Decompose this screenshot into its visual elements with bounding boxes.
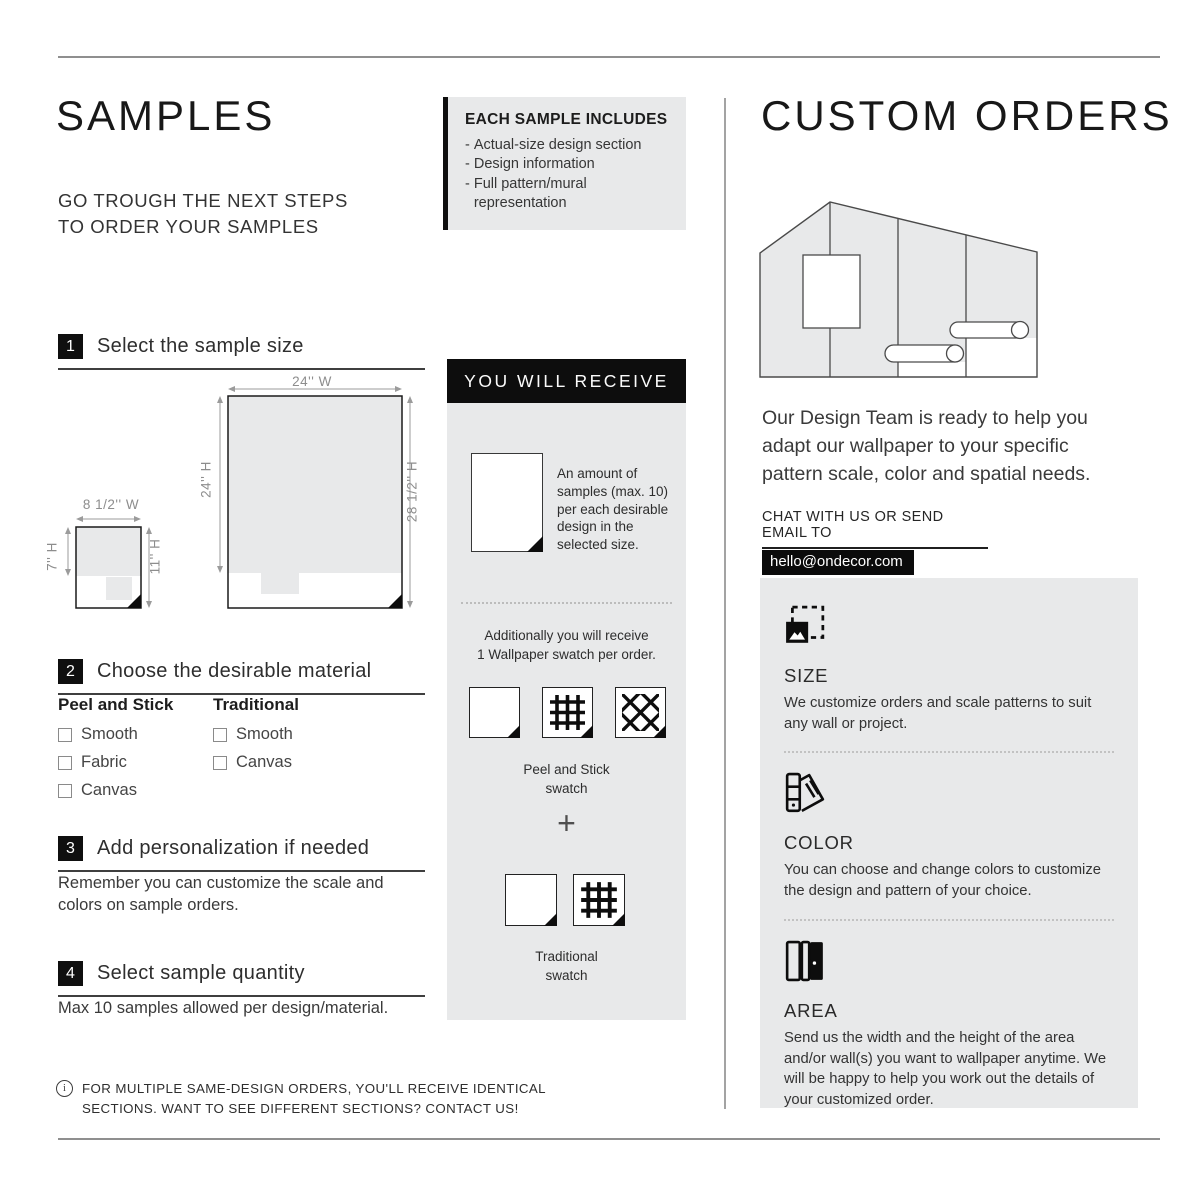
material-option-smooth-trad[interactable]: Smooth bbox=[213, 725, 299, 744]
size-crop-image-icon bbox=[784, 605, 826, 647]
large-width-label: 24'' W bbox=[292, 374, 332, 389]
samples-intro bbox=[58, 188, 348, 239]
crosshatch-swatch-icon bbox=[615, 687, 666, 738]
contact-block bbox=[762, 509, 988, 575]
samples-amount-text: An amount of samples (max. 10) per each desirable design in the selected size. bbox=[557, 466, 669, 553]
footnote-text: FOR MULTIPLE SAME-DESIGN ORDERS, YOU'LL RECEIVE IDENTICAL SECTIONS. WANT TO SEE DIFFERENT SECTIONS? CONTACT US! bbox=[82, 1081, 546, 1116]
small-width-label: 8 1/2'' W bbox=[82, 497, 140, 512]
feature-area-name: AREA bbox=[784, 999, 838, 1021]
column-divider bbox=[724, 98, 726, 1109]
plain-swatch-icon bbox=[505, 874, 557, 926]
custom-intro-text: Our Design Team is ready to help you adapt our wallpaper to your specific pattern scale, color and spatial needs. bbox=[762, 407, 1091, 485]
step-2-number: 2 bbox=[58, 659, 83, 684]
plus-icon: + bbox=[557, 805, 576, 841]
material-col1-heading: Peel and Stick bbox=[58, 695, 174, 714]
sample-sheet-icon bbox=[471, 453, 543, 552]
includes-title: EACH SAMPLE INCLUDES bbox=[465, 111, 668, 128]
feature-color bbox=[784, 772, 1114, 901]
large-height-right-label: 28 1/2'' H bbox=[404, 460, 420, 523]
page-fold-icon bbox=[527, 536, 543, 552]
traditional-swatch-label: Traditional swatch bbox=[535, 949, 598, 983]
feature-size-name: SIZE bbox=[784, 665, 829, 686]
dotted-divider bbox=[461, 602, 672, 604]
checkbox-icon[interactable] bbox=[58, 756, 72, 770]
top-divider bbox=[58, 56, 1160, 58]
step-3-body: Remember you can customize the scale and colors on sample orders. bbox=[58, 874, 384, 915]
feature-area-text: Send us the width and the height of the area and/or wall(s) you want to wallpaper anytime. We will be happy to help you work out the details of your customized order. bbox=[784, 1029, 1107, 1108]
checkbox-icon[interactable] bbox=[213, 728, 227, 742]
step-4-number: 4 bbox=[58, 961, 83, 986]
material-peel-and-stick bbox=[58, 695, 173, 809]
bottom-divider bbox=[58, 1138, 1160, 1140]
sample-size-diagram bbox=[40, 370, 430, 620]
plain-swatch-icon bbox=[469, 687, 520, 738]
checkbox-icon[interactable] bbox=[58, 728, 72, 742]
you-will-receive-header: YOU WILL RECEIVE bbox=[447, 359, 686, 403]
intro-line-2: TO ORDER YOUR SAMPLES bbox=[58, 215, 319, 237]
includes-item: - Full pattern/mural representation bbox=[465, 175, 587, 212]
material-traditional bbox=[213, 695, 299, 781]
custom-orders-title: CUSTOM ORDERS bbox=[761, 92, 1173, 139]
step-1-header bbox=[58, 334, 425, 370]
peel-swatch-label: Peel and Stick swatch bbox=[523, 762, 610, 796]
email-badge[interactable]: hello@ondecor.com bbox=[762, 550, 914, 575]
small-height-left-label: 7'' H bbox=[44, 542, 60, 571]
checkbox-icon[interactable] bbox=[58, 784, 72, 798]
step-3-header bbox=[58, 836, 425, 872]
page-fold-icon bbox=[544, 913, 557, 926]
you-will-receive-panel bbox=[447, 403, 686, 1020]
page-fold-icon bbox=[580, 725, 593, 738]
checkbox-icon[interactable] bbox=[213, 756, 227, 770]
includes-item: - Actual-size design section bbox=[465, 137, 642, 153]
additional-text: Additionally you will receive 1 Wallpaper swatch per order. bbox=[477, 628, 656, 662]
peel-swatch-row bbox=[469, 687, 666, 738]
traditional-swatch-row bbox=[505, 874, 625, 926]
step-1-number: 1 bbox=[58, 334, 83, 359]
small-height-right-label: 11'' H bbox=[147, 538, 163, 575]
material-option-canvas[interactable]: Canvas bbox=[58, 781, 173, 800]
step-3-number: 3 bbox=[58, 836, 83, 861]
grid-swatch-icon bbox=[573, 874, 625, 926]
feature-color-name: COLOR bbox=[784, 832, 854, 854]
includes-item: - Design information bbox=[465, 156, 595, 173]
samples-title: SAMPLES bbox=[56, 92, 276, 139]
page-fold-icon bbox=[612, 913, 625, 926]
step-2-title: Choose the desirable material bbox=[97, 660, 372, 682]
material-option-smooth[interactable]: Smooth bbox=[58, 725, 173, 744]
page-fold-icon bbox=[507, 725, 520, 738]
dotted-divider bbox=[784, 751, 1114, 753]
info-icon: i bbox=[56, 1080, 73, 1097]
feature-area bbox=[784, 940, 1114, 1111]
step-4-body: Max 10 samples allowed per design/material. bbox=[58, 999, 389, 1017]
each-sample-includes-box bbox=[443, 97, 686, 230]
page-fold-icon bbox=[653, 725, 666, 738]
large-height-left-label: 24'' H bbox=[198, 461, 214, 498]
step-3-title: Add personalization if needed bbox=[97, 837, 370, 859]
material-option-canvas-trad[interactable]: Canvas bbox=[213, 753, 299, 772]
intro-line-1: GO TROUGH THE NEXT STEPS bbox=[58, 190, 348, 211]
material-option-fabric[interactable]: Fabric bbox=[58, 753, 173, 772]
material-col2-heading: Traditional bbox=[213, 695, 299, 714]
grid-swatch-icon bbox=[542, 687, 593, 738]
wall-panels-icon bbox=[784, 940, 826, 982]
color-swatches-icon bbox=[784, 772, 826, 814]
chat-label: CHAT WITH US OR SEND EMAIL TO bbox=[762, 509, 988, 549]
dotted-divider bbox=[784, 919, 1114, 921]
feature-size bbox=[784, 605, 1114, 734]
wallpapered-wall-illustration bbox=[753, 193, 1045, 385]
feature-color-text: You can choose and change colors to customize the design and pattern of your choice. bbox=[784, 862, 1101, 900]
step-4-header bbox=[58, 961, 425, 997]
step-1-title: Select the sample size bbox=[97, 335, 304, 357]
step-2-header bbox=[58, 659, 425, 695]
step-4-title: Select sample quantity bbox=[97, 962, 305, 984]
custom-features-panel bbox=[760, 578, 1138, 1108]
feature-size-text: We customize orders and scale patterns to suit any wall or project. bbox=[784, 695, 1092, 732]
footnote bbox=[56, 1079, 556, 1119]
